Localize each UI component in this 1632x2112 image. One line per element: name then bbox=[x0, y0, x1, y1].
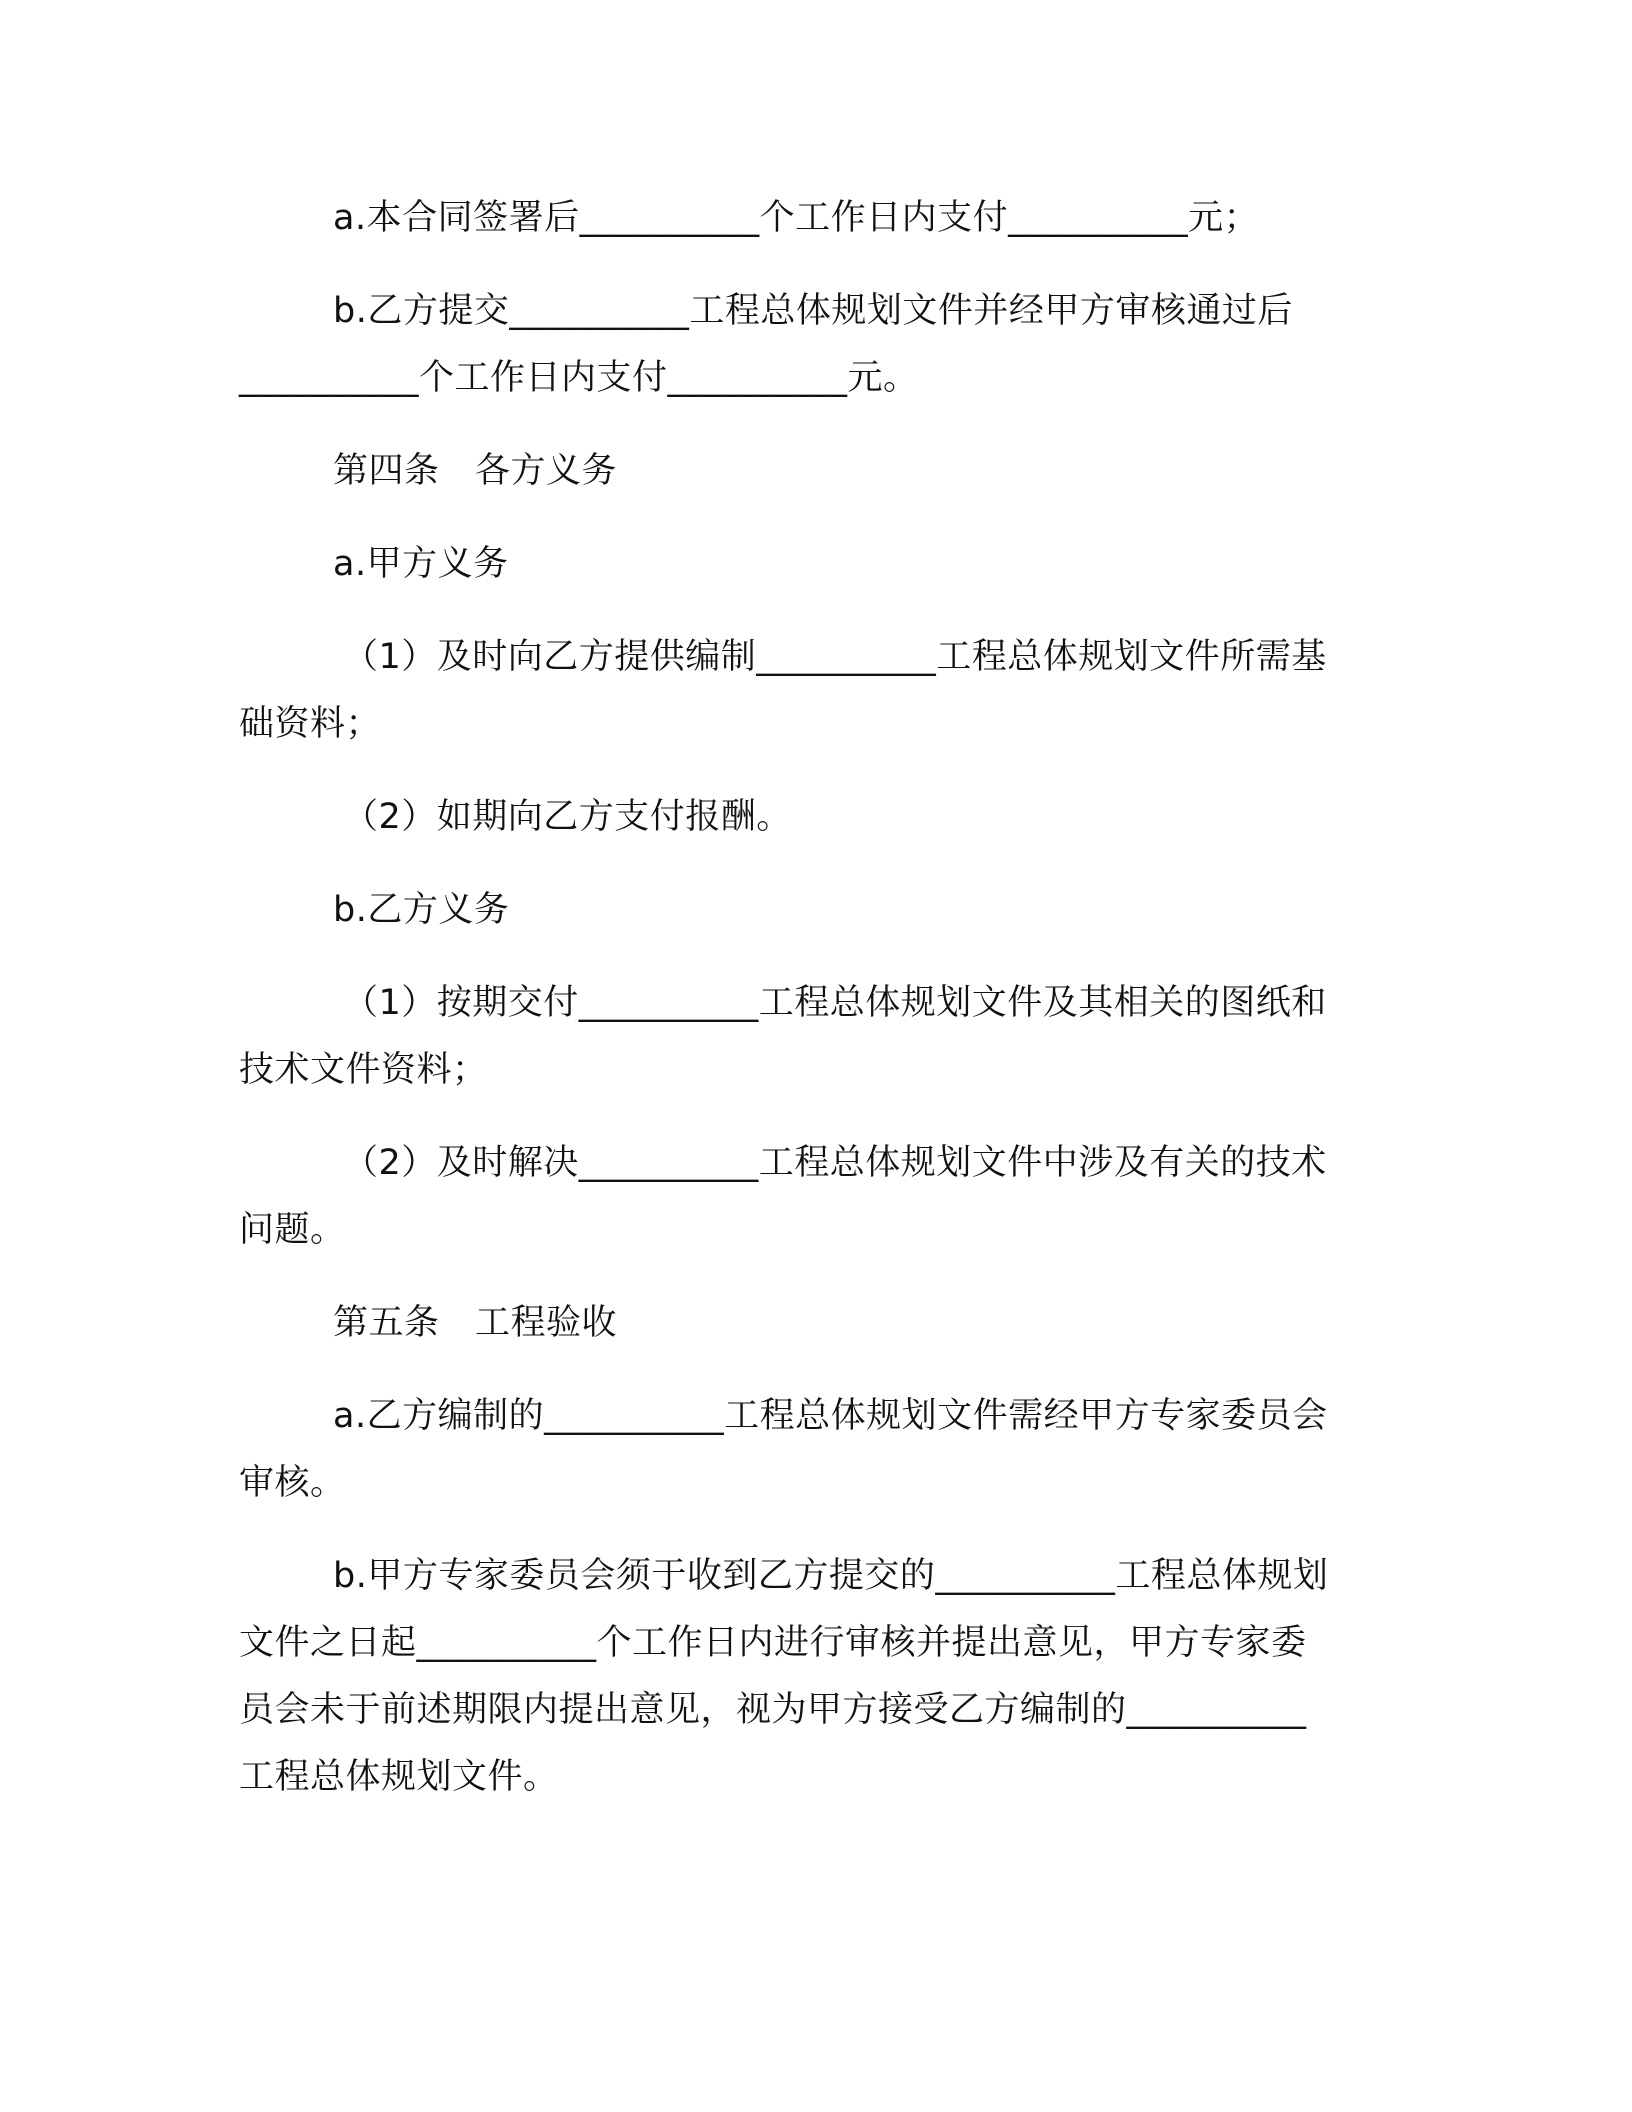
party-b-item-2: （2）及时解决__________工程总体规划文件中涉及有关的技术 bbox=[343, 1143, 1327, 1183]
clause-3a-text: a.本合同签署后__________个工作日内支付__________元； bbox=[333, 198, 1260, 238]
article-5-heading: 第五条 工程验收 bbox=[333, 1303, 618, 1343]
clause-5a-text-cont: 审核。 bbox=[239, 1463, 346, 1503]
clause-5b-text-cont-1: 文件之日起__________个工作日内进行审核并提出意见，甲方专家委 bbox=[239, 1623, 1307, 1663]
party-a-item-1-cont: 础资料； bbox=[239, 704, 382, 744]
clause-5a-text: a.乙方编制的__________工程总体规划文件需经甲方专家委员会 bbox=[333, 1396, 1328, 1436]
clause-5b-text-cont-3: 工程总体规划文件。 bbox=[239, 1757, 559, 1797]
party-b-item-1: （1）按期交付__________工程总体规划文件及其相关的图纸和 bbox=[343, 983, 1327, 1023]
clause-3b-text: b.乙方提交__________工程总体规划文件并经甲方审核通过后 bbox=[333, 291, 1293, 331]
party-b-item-2-cont: 问题。 bbox=[239, 1210, 346, 1250]
clause-5b-text-cont-2: 员会未于前述期限内提出意见，视为甲方接受乙方编制的__________ bbox=[239, 1690, 1307, 1730]
clause-5b-text: b.甲方专家委员会须于收到乙方提交的__________工程总体规划 bbox=[333, 1556, 1329, 1596]
party-a-item-2: （2）如期向乙方支付报酬。 bbox=[343, 797, 792, 837]
party-b-item-1-cont: 技术文件资料； bbox=[239, 1050, 488, 1090]
party-b-obligations-heading: b.乙方义务 bbox=[333, 890, 510, 930]
party-a-item-1: （1）及时向乙方提供编制__________工程总体规划文件所需基 bbox=[343, 637, 1327, 677]
clause-3b-text-cont: __________个工作日内支付__________元。 bbox=[239, 358, 919, 398]
party-a-obligations-heading: a.甲方义务 bbox=[333, 544, 509, 584]
article-4-heading: 第四条 各方义务 bbox=[333, 451, 618, 491]
